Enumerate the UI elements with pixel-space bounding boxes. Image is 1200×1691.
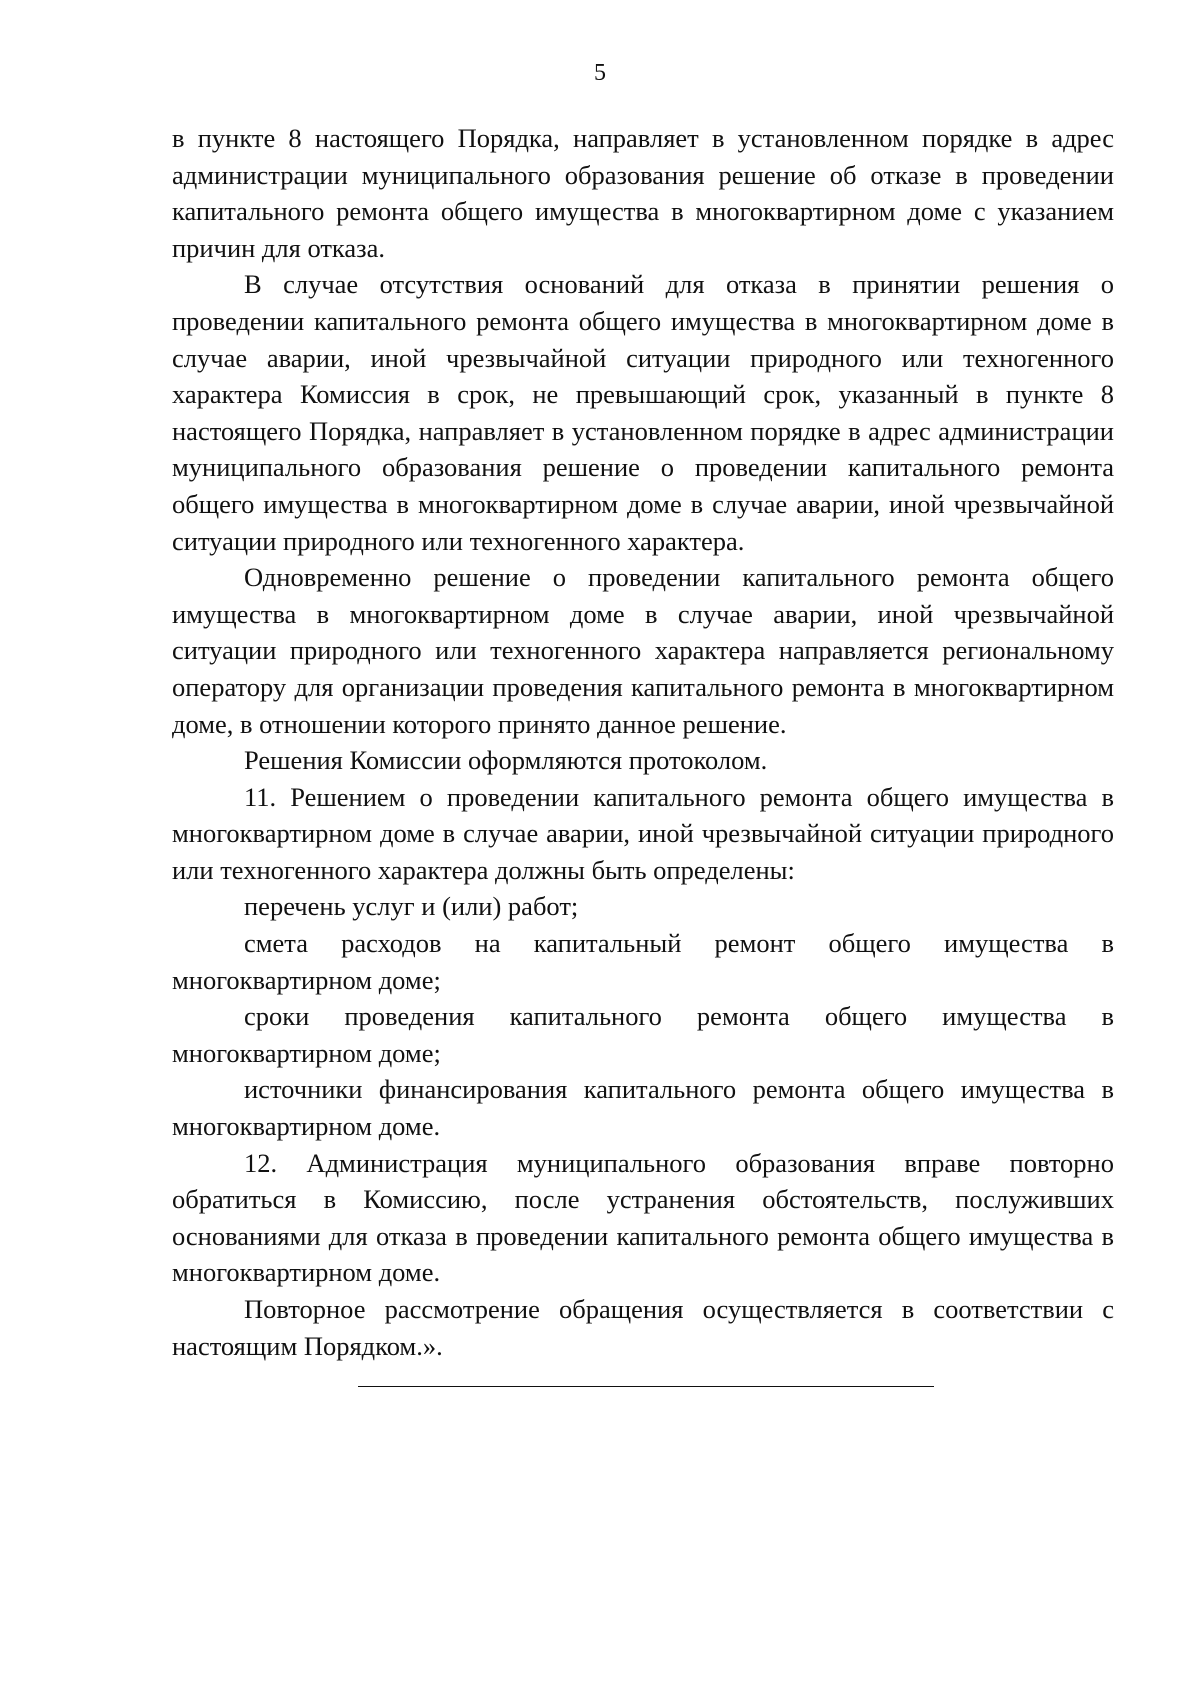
paragraph-repeated-review: Повторное рассмотрение обращения осуществляется в соответствии с настоящим Порядком.». [172,1294,1114,1361]
list-item-services: перечень услуг и (или) работ; [244,891,579,922]
paragraph-protocol: Решения Комиссии оформляются протоколом. [244,745,768,776]
paragraph-no-grounds-for-refusal: В случае отсутствия оснований для отказа в принятии решения о проведении капитального ремонта общего имущества в многоквартирном доме в случае аварии, иной чрезвычайной ситуации природного или техногенного характера Комиссия в срок, не превышающий срок, указанный в пункте 8 настоящего Порядка, направляет в установленном порядке в адрес администрации муниципального образования решение о проведении капитального ремонта общего имущества в многоквартирном доме в случае аварии, иной чрезвычайной ситуации природного или техногенного характера. [172,269,1114,556]
document-body [172,120,1114,1364]
list-item-cost-estimate: смета расходов на капитальный ремонт общего имущества в многоквартирном доме; [172,928,1114,995]
end-of-text-rule [358,1386,934,1387]
paragraph-regional-operator: Одновременно решение о проведении капитального ремонта общего имущества в многоквартирном доме в случае аварии, иной чрезвычайной ситуации природного или техногенного характера направляется региональному оператору для организации проведения капитального ремонта в многоквартирном доме, в отношении которого принято данное решение. [172,562,1114,739]
list-item-financing-sources: источники финансирования капитального ремонта общего имущества в многоквартирном доме. [172,1074,1114,1142]
paragraph-continuation: в пункте 8 настоящего Порядка, направляет в установленном порядке в адрес администрации муниципального образования решение об отказе в проведении капитального ремонта общего имущества в многоквартирном доме с указанием причин для отказа. [172,123,1114,263]
list-item-deadlines: сроки проведения капитального ремонта общего имущества в многоквартирном доме; [172,1001,1114,1068]
paragraph-item-12: 12. Администрация муниципального образования вправе повторно обратиться в Комиссию, после устранения обстоятельств, послуживших основаниями для отказа в проведении капитального ремонта общего имущества в многоквартирном доме. [172,1147,1114,1288]
page-number: 5 [594,60,606,86]
paragraph-item-11: 11. Решением о проведении капитального ремонта общего имущества в многоквартирном доме в случае аварии, иной чрезвычайной ситуации природного или техногенного характера должны быть определены: [172,781,1114,885]
